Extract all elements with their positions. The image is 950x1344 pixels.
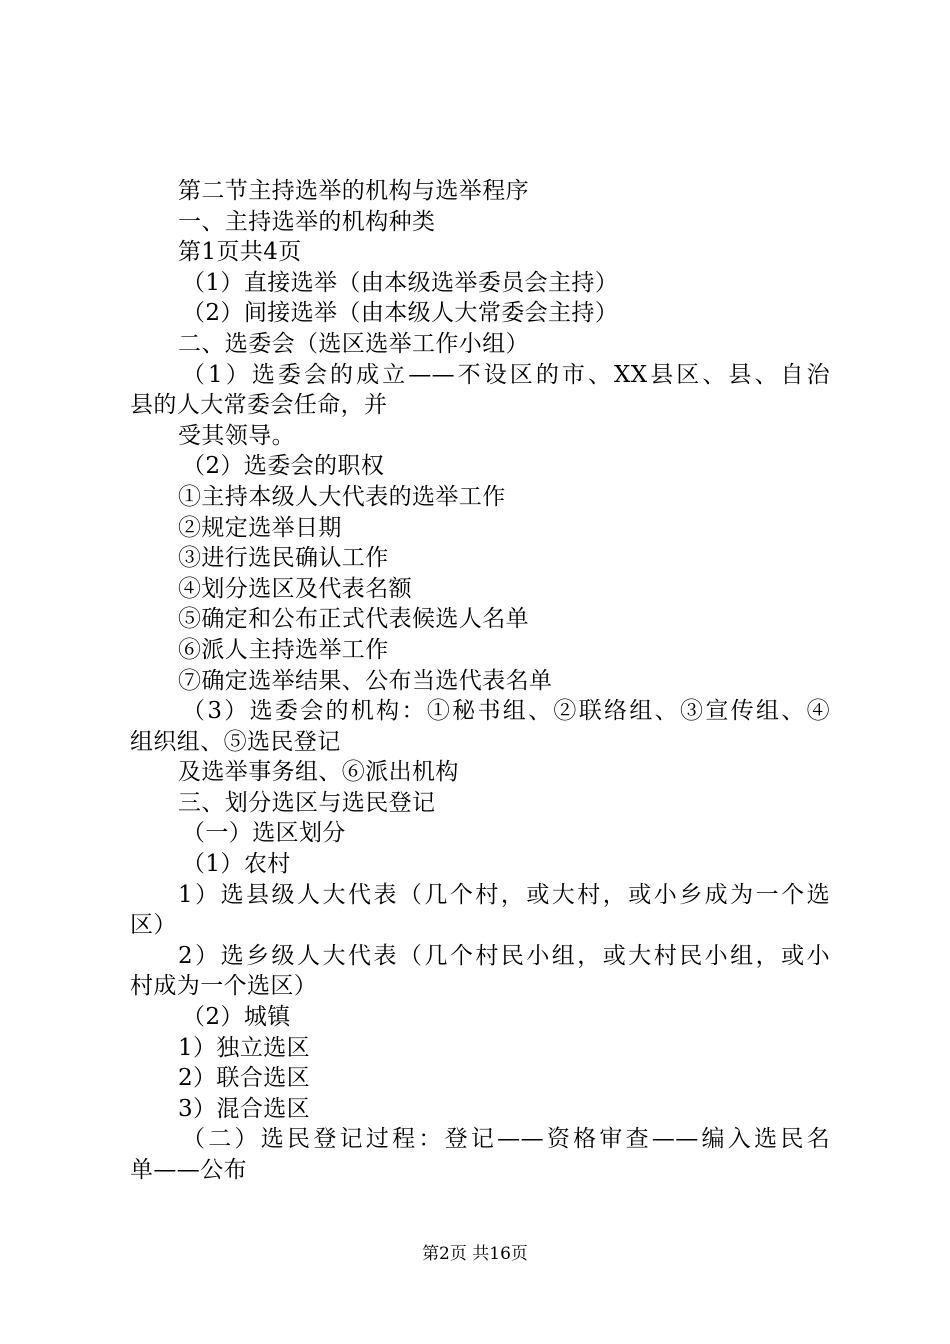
list-item: 3）混合选区 — [178, 1095, 311, 1122]
paragraph-line: （1）选委会的成立——不设区的市、XX县区、县、自治 — [182, 361, 830, 388]
heading-1: 一、主持选举的机构种类 — [178, 208, 436, 235]
list-item: ⑥派人主持选举工作 — [178, 636, 389, 663]
paragraph-line: 受其领导。 — [178, 422, 295, 449]
paragraph-line: 单——公布 — [130, 1157, 247, 1183]
paragraph-line: 及选举事务组、⑥派出机构 — [178, 759, 459, 786]
paragraph-line: （2）选委会的职权 — [182, 453, 385, 480]
list-item: ②规定选举日期 — [178, 514, 342, 541]
paragraph-line: 组织组、⑤选民登记 — [130, 728, 341, 755]
list-item: 1）独立选区 — [178, 1034, 311, 1061]
paragraph-line: 1）选县级人大代表（几个村，或大村，或小乡成为一个选 — [178, 881, 830, 908]
paragraph-line: 村成为一个选区） — [130, 973, 318, 1000]
paragraph-line: （2）间接选举（由本级人大常委会主持） — [182, 300, 619, 327]
document-body — [130, 176, 830, 1186]
list-item: 2）联合选区 — [178, 1065, 311, 1092]
list-item: ⑤确定和公布正式代表候选人名单 — [178, 606, 529, 633]
subheading: （1）农村 — [182, 851, 291, 878]
section-title: 第二节主持选举的机构与选举程序 — [178, 178, 529, 204]
paragraph-line: （1）直接选举（由本级选举委员会主持） — [182, 269, 619, 296]
list-item: ③进行选民确认工作 — [178, 545, 389, 572]
paragraph-line: （二）选民登记过程：登记——资格审查——编入选民名 — [182, 1126, 830, 1153]
subheading: （2）城镇 — [182, 1004, 291, 1031]
page-footer: 第2页 共16页 — [422, 1244, 528, 1264]
heading-3: 三、划分选区与选民登记 — [178, 789, 436, 816]
paragraph-line: 区） — [130, 912, 177, 939]
list-item: ④划分选区及代表名额 — [178, 575, 412, 602]
inline-page-note: 第1页共4页 — [178, 239, 302, 266]
paragraph-line: 2）选乡级人大代表（几个村民小组，或大村民小组，或小 — [178, 942, 830, 969]
paragraph-line: （3）选委会的机构：①秘书组、②联络组、③宣传组、④ — [182, 698, 830, 725]
subheading: （一）选区划分 — [182, 820, 346, 847]
list-item: ①主持本级人大代表的选举工作 — [178, 483, 506, 510]
paragraph-line: 县的人大常委会任命，并 — [130, 392, 388, 419]
heading-2: 二、选委会（选区选举工作小组） — [178, 330, 529, 357]
list-item: ⑦确定选举结果、公布当选代表名单 — [178, 667, 553, 694]
